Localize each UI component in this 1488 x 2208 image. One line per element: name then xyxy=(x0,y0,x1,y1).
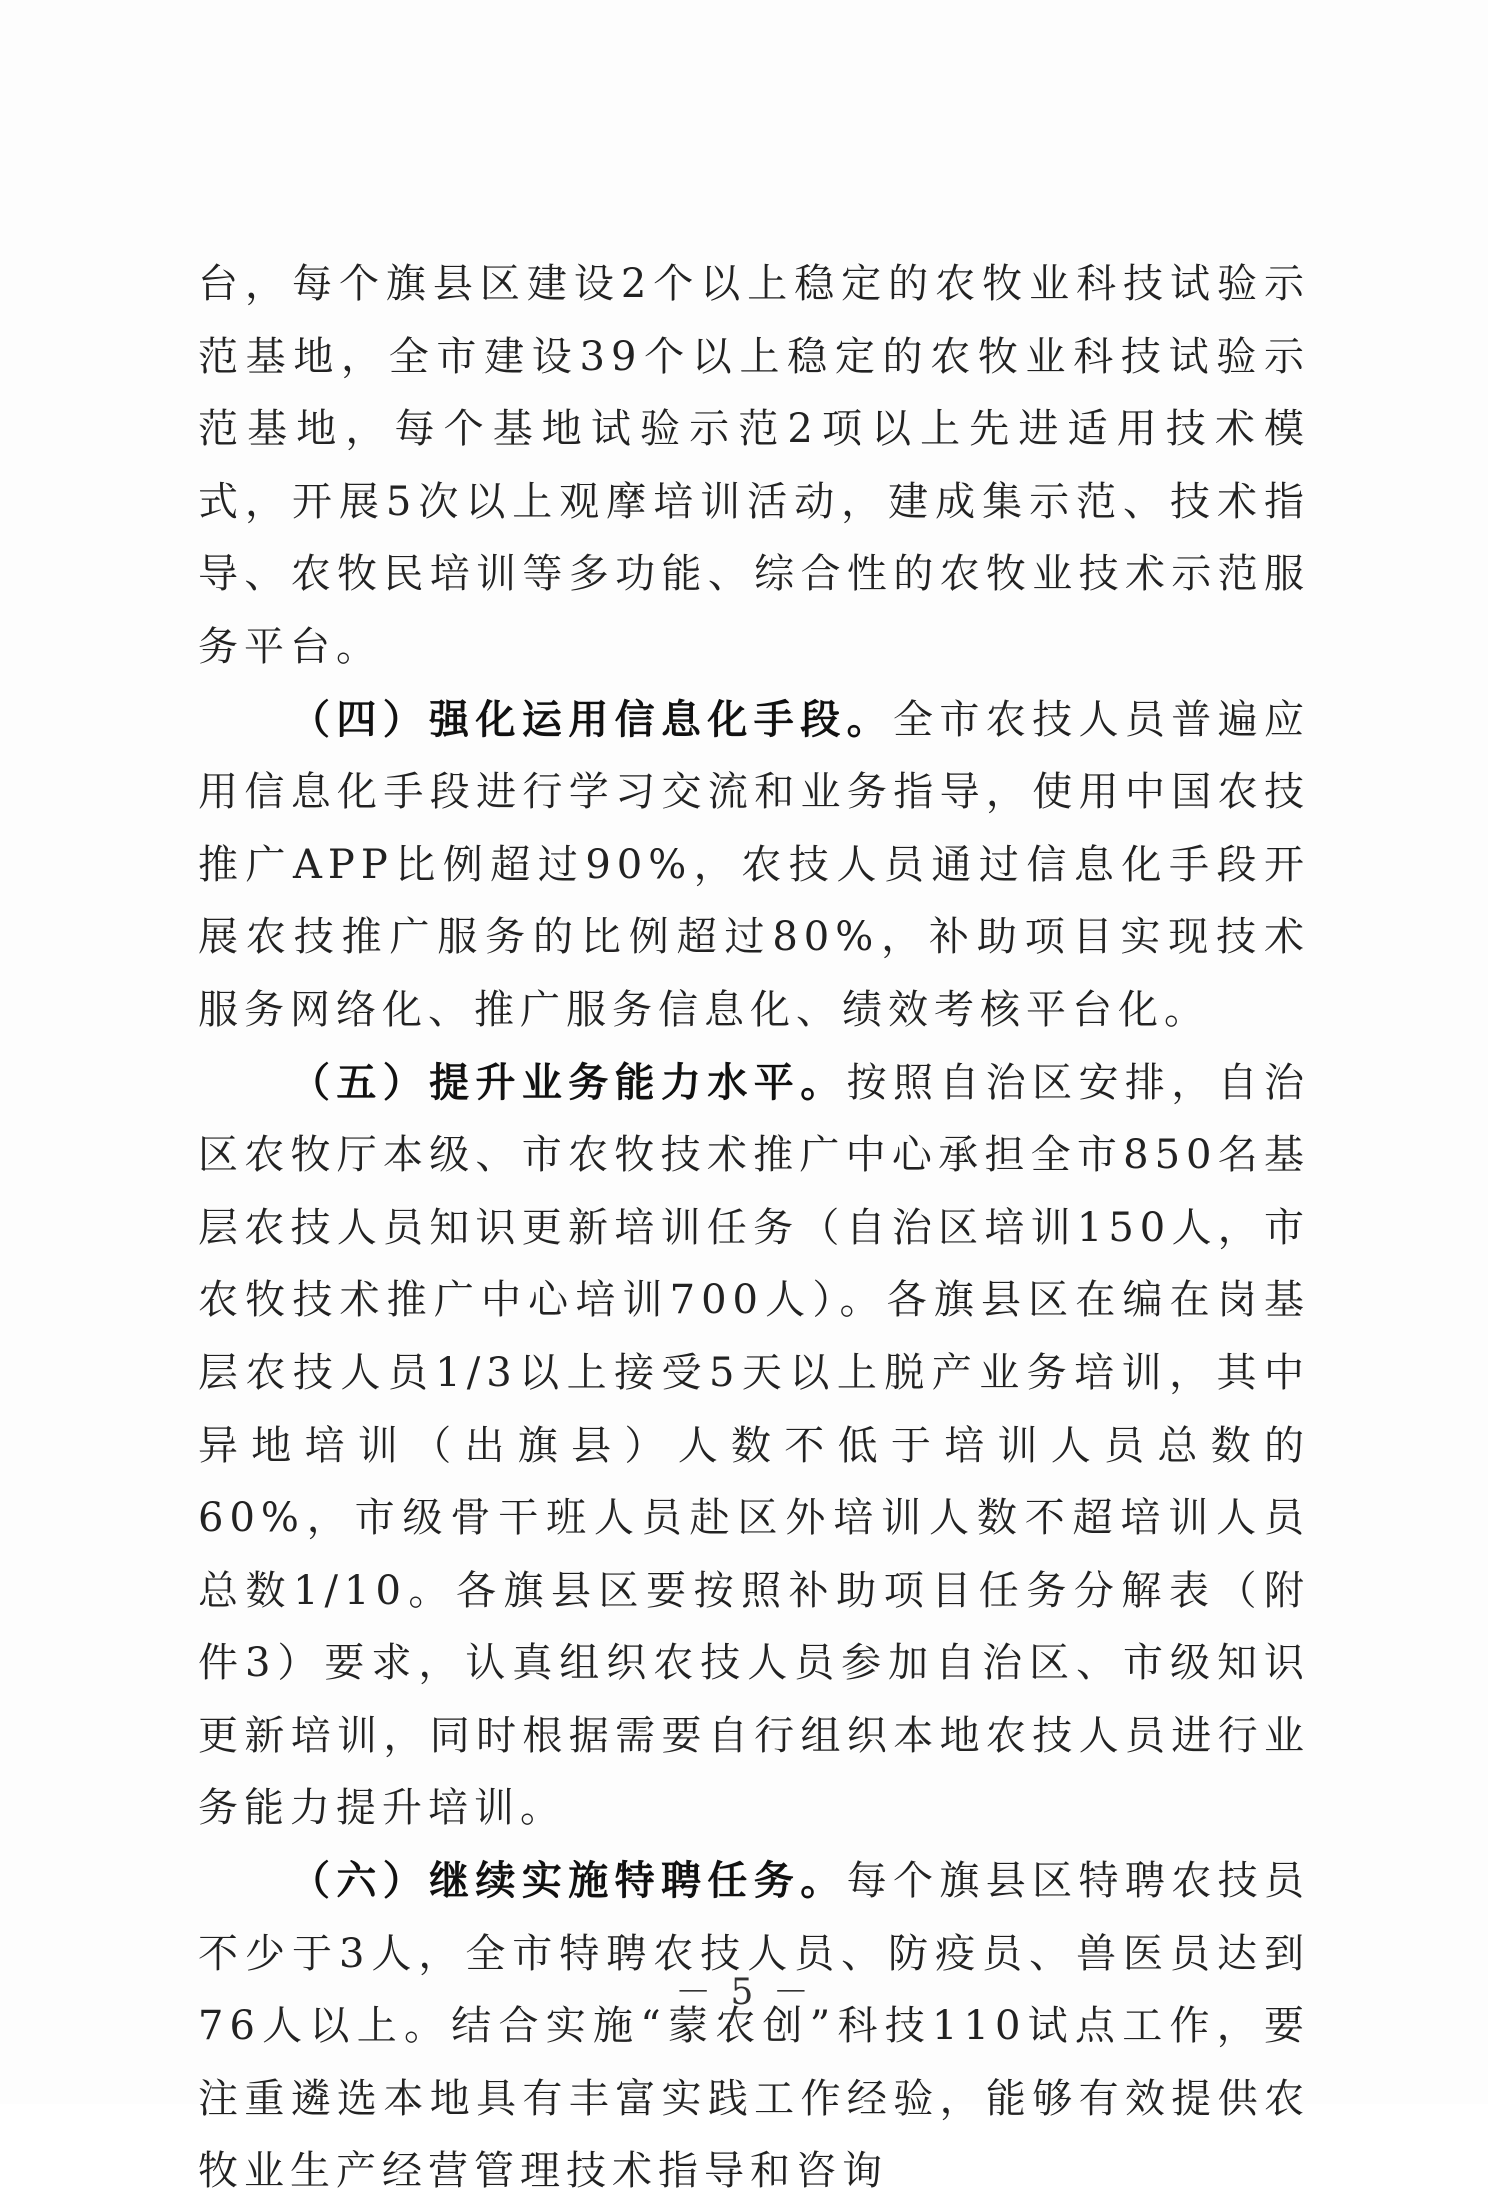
body-text xyxy=(198,248,1310,2208)
paragraph-text: 台，每个旗县区建设2个以上稳定的农牧业科技试验示范基地，全市建设39个以上稳定的农牧业科技试验示范基地，每个基地试验示范2项以上先进适用技术模式，开展5次以上观摩培训活动，建成集示范、技术指导、农牧民培训等多功能、综合性的农牧业技术示范服务平台。 xyxy=(198,261,1310,670)
section-heading: （六）继续实施特聘任务。 xyxy=(290,1857,847,1905)
paragraph-text: 按照自治区安排，自治区农牧厅本级、市农牧技术推广中心承担全市850名基层农技人员知识更新培训任务（自治区培训150人，市农牧技术推广中心培训700人）。各旗县区在编在岗基层农技人员1/3以上接受5天以上脱产业务培训，其中异地培训（出旗县）人数不低于培训人员总数的60%，市级骨干班人员赴区外培训人数不超培训人员总数1/10。各旗县区要按照补助项目任务分解表（附件3）要求，认真组织农技人员参加自治区、市级知识更新培训，同时根据需要自行组织本地农技人员进行业务能力提升培训。 xyxy=(198,1059,1311,1832)
paragraph-text: 每个旗县区特聘农技员不少于3人，全市特聘农技人员、防疫员、兽医员达到76人以上。结合实施“蒙农创”科技110试点工作，要注重遴选本地具有丰富实践工作经验，能够有效提供农牧业生产经营管理技术指导和咨询 xyxy=(198,1858,1311,2195)
section-heading: （五）提升业务能力水平。 xyxy=(290,1058,847,1106)
paragraph-section-6 xyxy=(198,1845,1310,2208)
paragraph-continued xyxy=(198,248,1310,684)
page-number: － 5 － xyxy=(675,1972,813,2013)
section-heading: （四）强化运用信息化手段。 xyxy=(290,695,893,743)
paragraph-text: 全市农技人员普遍应用信息化手段进行学习交流和业务指导，使用中国农技推广APP比例超过90%，农技人员通过信息化手段开展农技推广服务的比例超过80%，补助项目实现技术服务网络化、推广服务信息化、绩效考核平台化。 xyxy=(198,696,1311,1033)
paragraph-section-4 xyxy=(198,684,1310,1047)
paragraph-section-5 xyxy=(198,1047,1310,1846)
